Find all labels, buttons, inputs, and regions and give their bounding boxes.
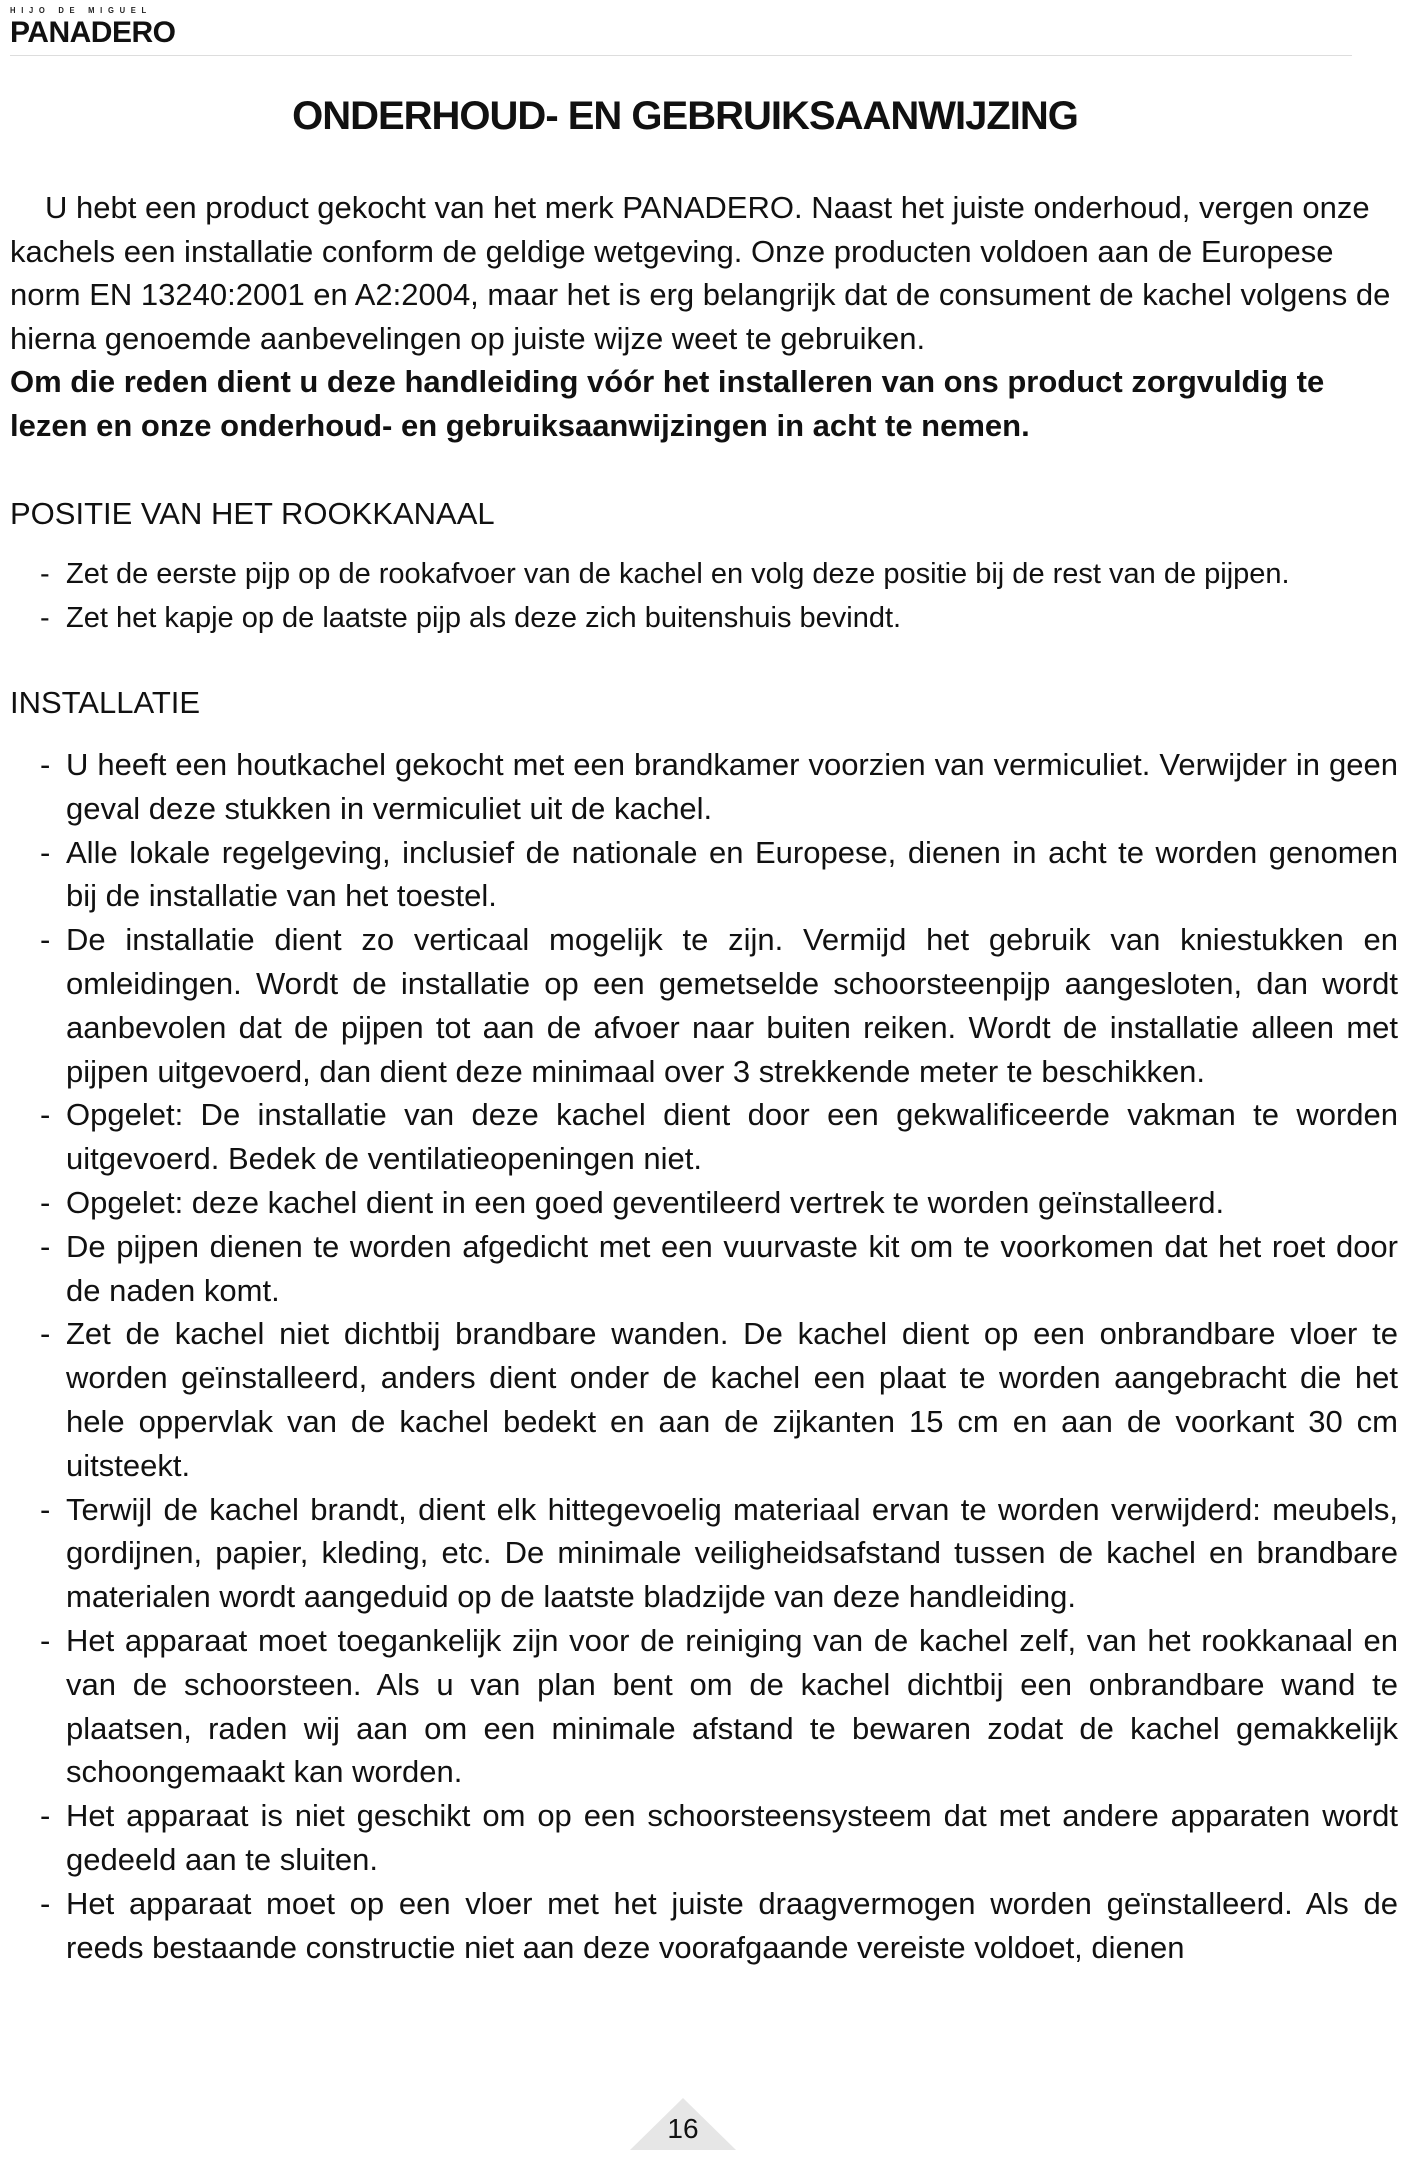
list-item: - De pijpen dienen te worden afgedicht met een vuurvaste kit om te voorkomen dat het roet door de naden komt.: [40, 1228, 1398, 1308]
list-item: - Het apparaat is niet geschikt om op een schoorsteensysteem dat met andere apparaten wordt gedeeld aan te sluiten.: [40, 1798, 1398, 1877]
page-number: 16: [667, 2113, 699, 2144]
header-divider: [10, 55, 1352, 56]
list-item: - Zet het kapje op de laatste pijp als deze zich buitenshuis bevindt.: [40, 602, 902, 634]
list-item: - Alle lokale regelgeving, inclusief de nationale en Europese, dienen in acht te worden genomen bij de installatie van het toestel.: [40, 834, 1398, 914]
brand-subtitle: HIJO DE MIGUEL: [10, 6, 152, 15]
page-number-badge: [628, 2094, 738, 2150]
list-item: - Het apparaat moet op een vloer met het juiste draagvermogen worden geïnstalleerd. Als de reeds bestaande constructie niet aan deze voorafgaande vereiste voldoet, dienen: [40, 1885, 1398, 1965]
list-item: - Opgelet: deze kachel dient in een goed geventileerd vertrek te worden geïnstalleerd.: [40, 1184, 1225, 1220]
list-item: - U heeft een houtkachel gekocht met een brandkamer voorzien van vermiculiet. Verwijder in geen geval deze stukken in vermiculiet uit de kachel.: [40, 747, 1398, 826]
list-item: - Opgelet: De installatie van deze kachel dient door een gekwalificeerde vakman te worden uitgevoerd. Bedek de ventilatieopeningen niet.: [40, 1097, 1398, 1177]
brand-name: PANADERO: [10, 16, 176, 49]
list-item: - Het apparaat moet toegankelijk zijn voor de reiniging van de kachel zelf, van het rookkanaal en van de schoorsteen. Als u van plan bent om de kachel dichtbij een onbrandbare wand te plaatsen, raden wij aan om een minimale afstand te bewaren zodat de kachel gemakkelijk schoongemaakt kan worden.: [40, 1622, 1398, 1790]
intro-bold-text: Om die reden dient u deze handleiding vóór het installeren van ons product zorgvuldig te lezen en onze onderhoud- en gebruiksaanwijzingen in acht te nemen.: [10, 364, 1325, 443]
document-title: ONDERHOUD- EN GEBRUIKSAANWIJZING: [292, 94, 1078, 138]
list-item: - Terwijl de kachel brandt, dient elk hittegevoelig materiaal ervan te worden verwijderd: meubels, gordijnen, papier, kleding, etc. De minimale veiligheidsafstand tussen de kachel en brandbare materialen wordt aangeduid op de laatste bladzijde van deze handleiding.: [40, 1491, 1398, 1615]
brand-logo: [10, 6, 210, 50]
flue-list: [40, 552, 1398, 640]
list-item: - Zet de eerste pijp op de rookafvoer van de kachel en volg deze positie bij de rest van de pijpen.: [40, 558, 1290, 590]
list-item: - De installatie dient zo verticaal mogelijk te zijn. Vermijd het gebruik van kniestukken en omleidingen. Wordt de installatie op een gemetselde schoorsteenpijp aangesloten, dan wordt aanbevolen dat de pijpen tot aan de afvoer naar buiten reiken. Wordt de installatie alleen met pijpen uitgevoerd, dan dient deze minimaal over 3 strekkende meter te beschikken.: [40, 922, 1398, 1089]
section-heading-flue: POSITIE VAN HET ROOKKANAAL: [10, 496, 495, 531]
list-item: - Zet de kachel niet dichtbij brandbare wanden. De kachel dient op een onbrandbare vloer te worden geïnstalleerd, anders dient onder de kachel een plaat te worden aangebracht die het hele oppervlak van de kachel bedekt en aan de zijkanten 15 cm en aan de voorkant 30 cm uitsteekt.: [40, 1316, 1398, 1483]
intro-text: U hebt een product gekocht van het merk PANADERO. Naast het juiste onderhoud, vergen onze kachels een installatie conform de geldige wetgeving. Onze producten voldoen aan de Europese norm EN 13240:2001 en A2:2004, maar het is erg belangrijk dat de consument de kachel volgens de hierna genoemde aanbevelingen op juiste wijze weet te gebruiken.: [10, 190, 1391, 356]
intro-paragraph: [10, 186, 1398, 447]
section-heading-installation: INSTALLATIE: [10, 685, 201, 720]
installation-list: [40, 743, 1398, 1969]
